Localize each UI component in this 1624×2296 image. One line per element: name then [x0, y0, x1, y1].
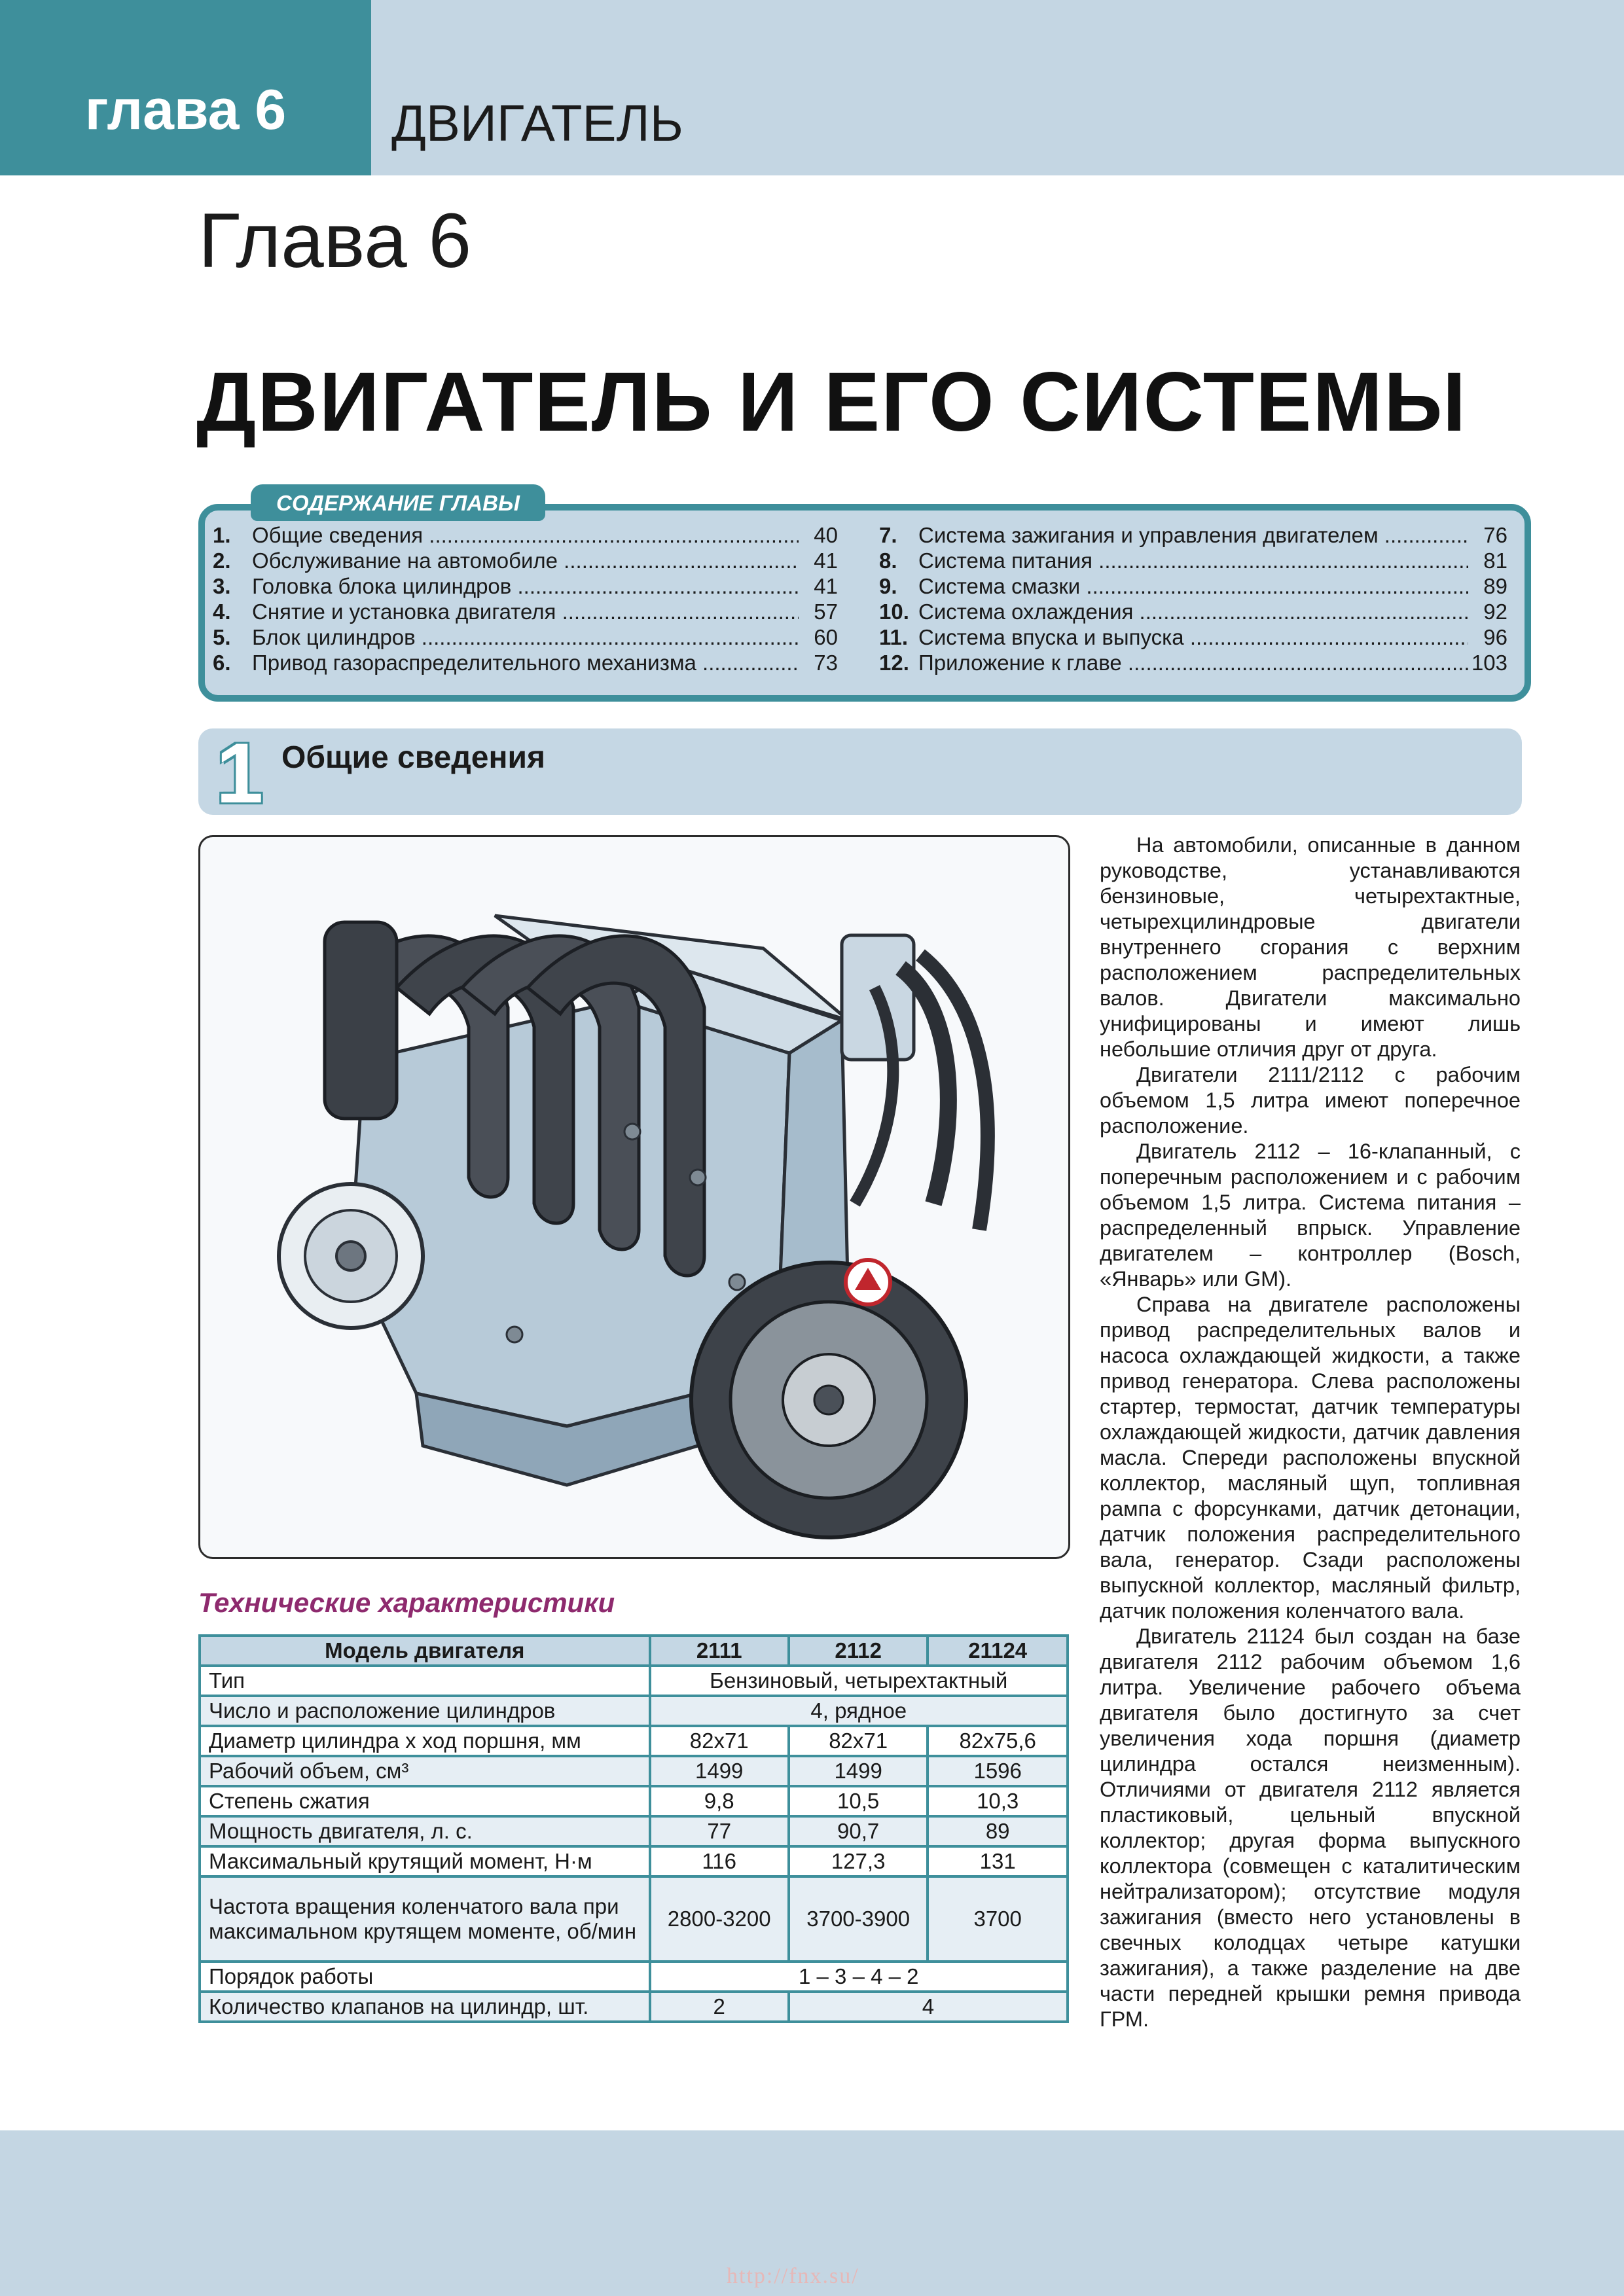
toc-number: 9. [879, 574, 897, 598]
toc-page: 92 [1468, 599, 1507, 625]
table-cell: 90,7 [789, 1816, 928, 1846]
row-label: Количество клапанов на цилиндр, шт. [200, 1992, 650, 2022]
toc-item[interactable] [213, 573, 838, 600]
header-title: ДВИГАТЕЛЬ [391, 94, 683, 152]
table-cell: 2800-3200 [650, 1876, 789, 1962]
toc-number: 3. [213, 574, 231, 598]
table-cell: 3700 [928, 1876, 1068, 1962]
toc-page: 103 [1468, 650, 1507, 676]
row-label: Степень сжатия [200, 1786, 650, 1816]
toc-number: 2. [213, 548, 231, 573]
toc-item[interactable] [213, 599, 838, 625]
toc-item[interactable] [213, 650, 838, 676]
table-row [200, 1756, 1068, 1786]
toc-text: Приложение к главе ..... [918, 650, 1468, 676]
table-row [200, 1962, 1068, 1992]
paragraph: Двигатели 2111/2112 с рабочим объемом 1,5 литра имеют поперечное расположение. [1100, 1063, 1521, 1138]
header-chapter-label: глава 6 [84, 79, 287, 141]
toc-number: 7. [879, 523, 897, 547]
contents-label: СОДЕРЖАНИЕ ГЛАВЫ [276, 491, 520, 515]
toc-text: Обслуживание на автомобиле ..... [252, 548, 799, 574]
chapter-label: Глава 6 [198, 198, 472, 284]
table-cell: 1596 [928, 1756, 1068, 1786]
table-cell: 3700-3900 [789, 1876, 928, 1962]
table-header-row [200, 1636, 1068, 1666]
toc-page: 96 [1468, 624, 1507, 651]
toc-item[interactable] [213, 522, 838, 548]
toc-page: 89 [1468, 573, 1507, 600]
row-label: Частота вращения коленчатого вала при максимальном крутящем моменте, об/мин [200, 1876, 650, 1962]
table-row [200, 1876, 1068, 1962]
table-cell: 82х75,6 [928, 1726, 1068, 1756]
column-header: 2111 [650, 1636, 789, 1666]
toc-page: 60 [799, 624, 838, 651]
table-cell: 82х71 [650, 1726, 789, 1756]
table-cell: 4, рядное [650, 1696, 1068, 1726]
toc-item[interactable] [879, 650, 1507, 676]
body-text [1100, 833, 1521, 2032]
table-cell: 1499 [650, 1756, 789, 1786]
toc-item[interactable] [879, 599, 1507, 625]
toc-item[interactable] [213, 548, 838, 574]
engine-figure [198, 835, 1070, 1559]
toc-item[interactable] [213, 624, 838, 651]
toc-text: Система питания ..... [918, 548, 1468, 574]
toc-number: 10. [879, 600, 909, 624]
toc-page: 81 [1468, 548, 1507, 574]
toc-number: 4. [213, 600, 231, 624]
paragraph: Двигатель 21124 был создан на базе двигателя 2112 рабочим объемом 1,6 литра. Увеличение рабочего объема двигателя было достигнуто за счет увеличения хода поршня (диаметр цилиндра остался неизменным). Отличиями от двигателя 2112 является пластиковый, цельный впускной коллектор; другая форма выпускного коллектора (совмещен с каталитическим нейтрализатором); отсутствие модуля зажигания (вместо него установлены в свечных колодцах четыре катушки зажигания), а также разделение на две части передней крышки ремня привода ГРМ. [1100, 1624, 1521, 2031]
paragraph: Двигатель 2112 – 16-клапанный, с поперечным расположением и с рабочим объемом 1,5 литра. Система питания – распределенный впрыск. Управление двигателем – контроллер (Bosch, «Январь» или GM). [1100, 1139, 1521, 1291]
table-row [200, 1846, 1068, 1876]
column-header: 2112 [789, 1636, 928, 1666]
chapter-title: ДВИГАТЕЛЬ И ЕГО СИСТЕМЫ [196, 355, 1468, 449]
table-cell: 116 [650, 1846, 789, 1876]
table-row [200, 1726, 1068, 1756]
row-label: Порядок работы [200, 1962, 650, 1992]
row-label: Максимальный крутящий момент, Н·м [200, 1846, 650, 1876]
toc-text: Система смазки ..... [918, 573, 1468, 600]
specs-heading: Технические характеристики [198, 1587, 615, 1618]
table-cell: 82х71 [789, 1726, 928, 1756]
column-header: 21124 [928, 1636, 1068, 1666]
table-cell: 127,3 [789, 1846, 928, 1876]
table-cell: 9,8 [650, 1786, 789, 1816]
toc-page: 76 [1468, 522, 1507, 548]
toc-page: 41 [799, 548, 838, 574]
toc-number: 8. [879, 548, 897, 573]
table-cell: 89 [928, 1816, 1068, 1846]
toc-number: 6. [213, 651, 231, 675]
toc-text: Система зажигания и управления двигателем ..... [918, 522, 1468, 548]
footer-url: http://fnx.su/ [727, 2264, 859, 2288]
toc-page: 73 [799, 650, 838, 676]
table-cell: 2 [650, 1992, 789, 2022]
toc-item[interactable] [879, 548, 1507, 574]
toc-item[interactable] [879, 624, 1507, 651]
engine-illustration [200, 837, 1068, 1557]
toc-text: Блок цилиндров ..... [252, 624, 799, 651]
table-cell: 4 [789, 1992, 1068, 2022]
toc-page: 57 [799, 599, 838, 625]
row-label: Мощность двигателя, л. с. [200, 1816, 650, 1846]
row-label: Число и расположение цилиндров [200, 1696, 650, 1726]
table-row [200, 1992, 1068, 2022]
table-cell: 1 – 3 – 4 – 2 [650, 1962, 1068, 1992]
table-cell: 77 [650, 1816, 789, 1846]
toc-number: 1. [213, 523, 231, 547]
toc-text: Система впуска и выпуска ..... [918, 624, 1468, 651]
specs-table [198, 1634, 1069, 2023]
toc-item[interactable] [879, 573, 1507, 600]
toc-text: Головка блока цилиндров ..... [252, 573, 799, 600]
column-header: Модель двигателя [200, 1636, 650, 1666]
toc-text: Привод газораспределительного механизма ..... [252, 650, 799, 676]
table-row [200, 1696, 1068, 1726]
toc-text: Общие сведения ..... [252, 522, 799, 548]
toc-number: 11. [879, 625, 909, 649]
table-cell: 10,5 [789, 1786, 928, 1816]
table-row [200, 1666, 1068, 1696]
table-cell: 131 [928, 1846, 1068, 1876]
table-cell: 1499 [789, 1756, 928, 1786]
table-row [200, 1816, 1068, 1846]
toc-page: 41 [799, 573, 838, 600]
row-label: Тип [200, 1666, 650, 1696]
table-row [200, 1786, 1068, 1816]
row-label: Рабочий объем, см³ [200, 1756, 650, 1786]
table-cell: 10,3 [928, 1786, 1068, 1816]
section-title: Общие сведения [281, 740, 545, 775]
toc-item[interactable] [879, 522, 1507, 548]
toc-number: 5. [213, 625, 231, 649]
toc-number: 12. [879, 651, 909, 675]
section-number: 1 [216, 725, 264, 821]
row-label: Диаметр цилиндра х ход поршня, мм [200, 1726, 650, 1756]
paragraph: На автомобили, описанные в данном руководстве, устанавливаются бензиновые, четырехтактные, четырехцилиндровые двигатели внутреннего сгорания с верхним расположением распределительных валов. Двигатели максимально унифицированы и имеют лишь небольшие отличия друг от друга. [1100, 833, 1521, 1061]
paragraph: Справа на двигателе расположены привод распределительных валов и насоса охлаждающей жидкости, а также привод генератора. Слева расположены стартер, термостат, датчик температуры охлаждающей жидкости, датчик давления масла. Спереди расположены впускной коллектор, масляный щуп, топливная рампа с форсунками, датчик детонации, датчик положения распределительного вала, генератор. Сзади расположены выпускной коллектор, масляный фильтр, датчик положения коленчатого вала. [1100, 1293, 1521, 1623]
toc-text: Снятие и установка двигателя ..... [252, 599, 799, 625]
table-cell: Бензиновый, четырехтактный [650, 1666, 1068, 1696]
toc-page: 40 [799, 522, 838, 548]
toc-text: Система охлаждения ..... [918, 599, 1468, 625]
